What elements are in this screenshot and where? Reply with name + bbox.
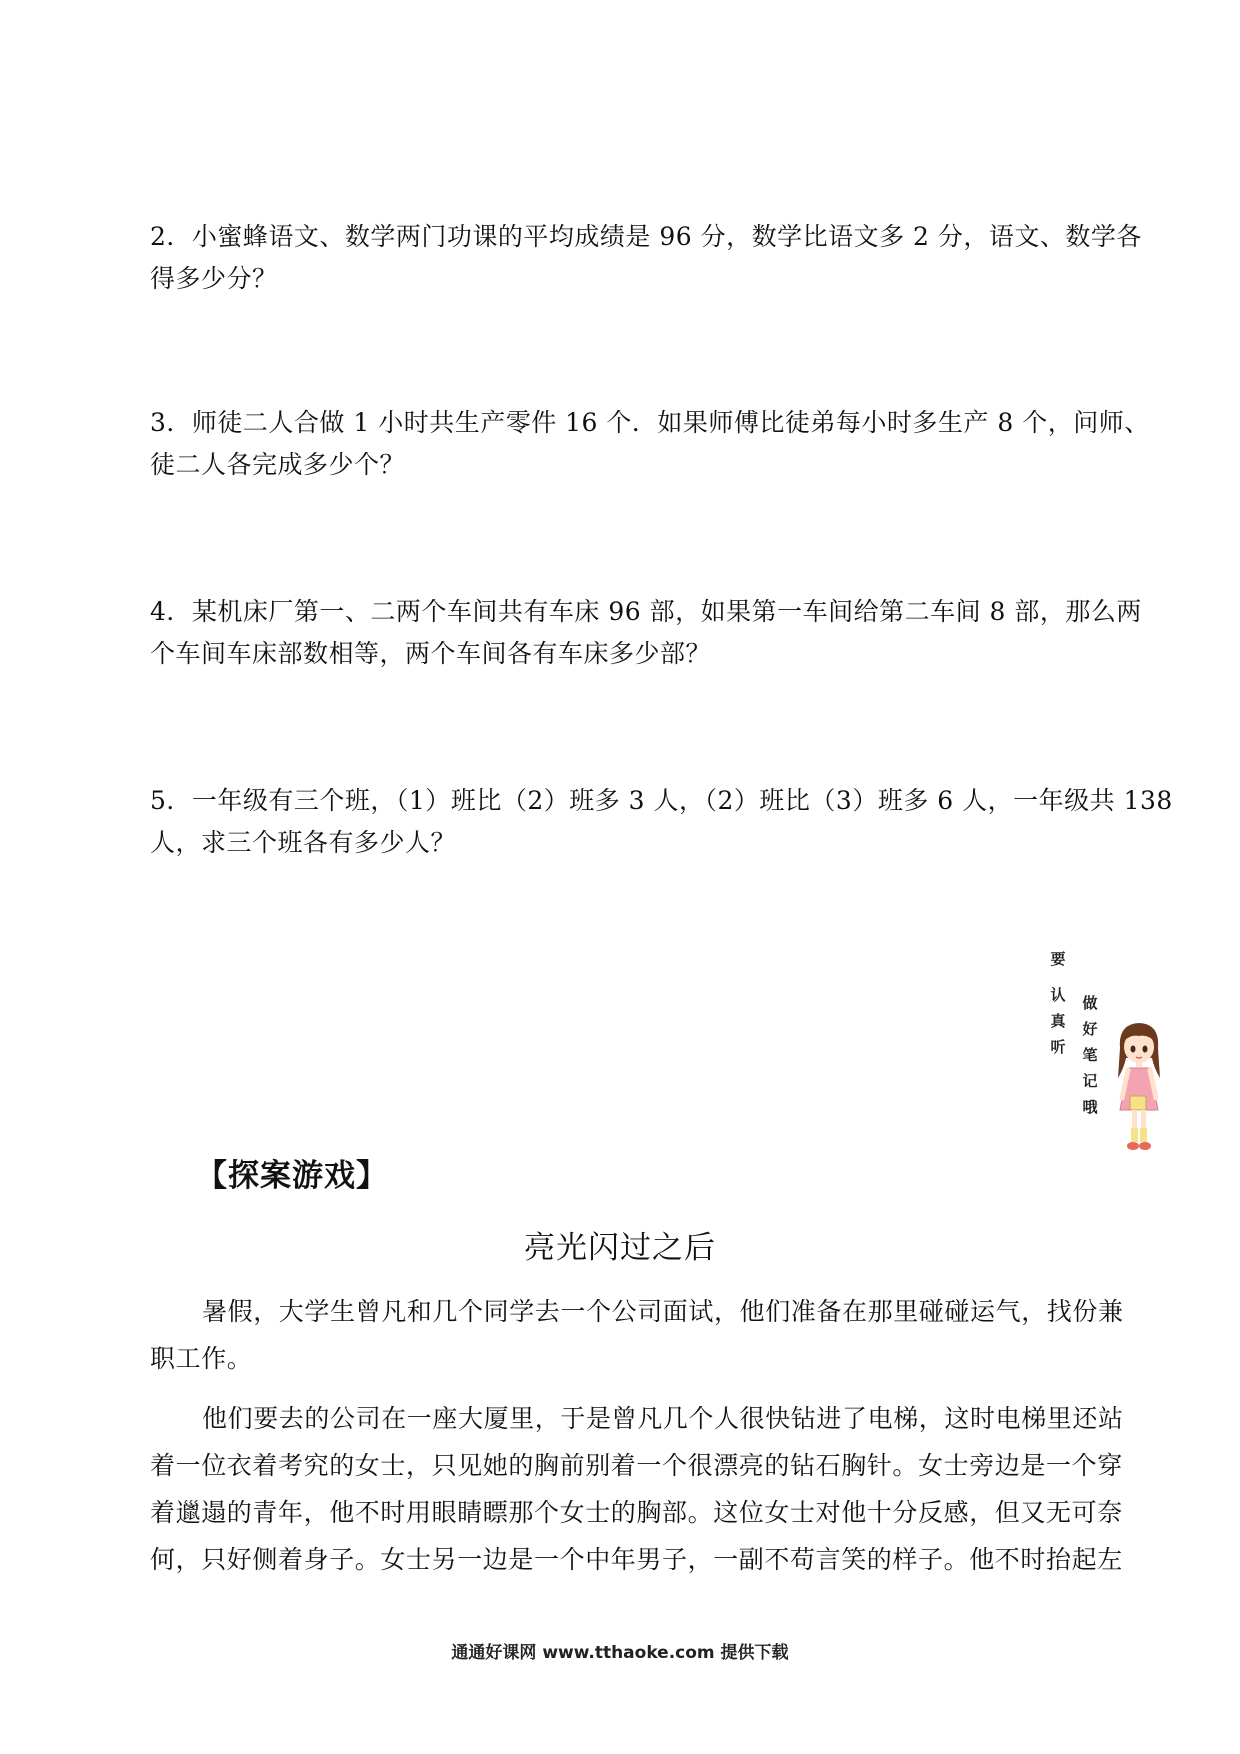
side-note-notes: 做 好 笔 记 哦 — [1082, 994, 1098, 1116]
problem-4 — [150, 591, 1142, 675]
page-footer: 通通好课网 www.tthaoke.com 提供下载 — [451, 1643, 789, 1663]
problem-line: 3．师徒二人合做 1 小时共生产零件 16 个．如果师傅比徒弟每小时多生产 8 个，问师、 — [150, 408, 1150, 437]
problem-5 — [150, 780, 1173, 864]
problem-3 — [150, 402, 1150, 486]
story-line: 他们要去的公司在一座大厦里，于是曾凡几个人很快钻进了电梯，这时电梯里还站 — [202, 1404, 1124, 1433]
story-title: 亮光闪过之后 — [524, 1230, 716, 1266]
problem-line: 个车间车床部数相等，两个车间各有车床多少部？ — [150, 639, 712, 668]
story-line: 着一位衣着考究的女士，只见她的胸前别着一个很漂亮的钻石胸针。女士旁边是一个穿 — [150, 1451, 1123, 1480]
story-line: 何，只好侧着身子。女士另一边是一个中年男子，一副不苟言笑的样子。他不时抬起左 — [150, 1545, 1123, 1574]
problem-line: 徒二人各完成多少个？ — [150, 450, 406, 479]
problem-line: 人，求三个班各有多少人？ — [150, 828, 457, 857]
story-line: 着邋遢的青年，他不时用眼睛瞟那个女士的胸部。这位女士对他十分反感，但又无可奈 — [150, 1498, 1123, 1527]
problem-line: 得多少分？ — [150, 264, 278, 293]
problem-line: 2．小蜜蜂语文、数学两门功课的平均成绩是 96 分，数学比语文多 2 分，语文、数学各 — [150, 222, 1142, 251]
story-line: 职工作。 — [150, 1344, 253, 1373]
cartoon-girl-icon — [1108, 1018, 1170, 1158]
side-note-listen: 要 认 真 听 — [1050, 950, 1066, 1056]
story-body — [150, 1288, 1124, 1583]
story-line: 暑假，大学生曾凡和几个同学去一个公司面试，他们准备在那里碰碰运气，找份兼 — [202, 1297, 1124, 1326]
section-heading: 【探案游戏】 — [196, 1158, 388, 1194]
problem-2 — [150, 216, 1142, 300]
problem-line: 4．某机床厂第一、二两个车间共有车床 96 部，如果第一车间给第二车间 8 部，那么两 — [150, 597, 1142, 626]
problem-line: 5．一年级有三个班，（1）班比（2）班多 3 人，（2）班比（3）班多 6 人，一年级共 138 — [150, 786, 1173, 815]
